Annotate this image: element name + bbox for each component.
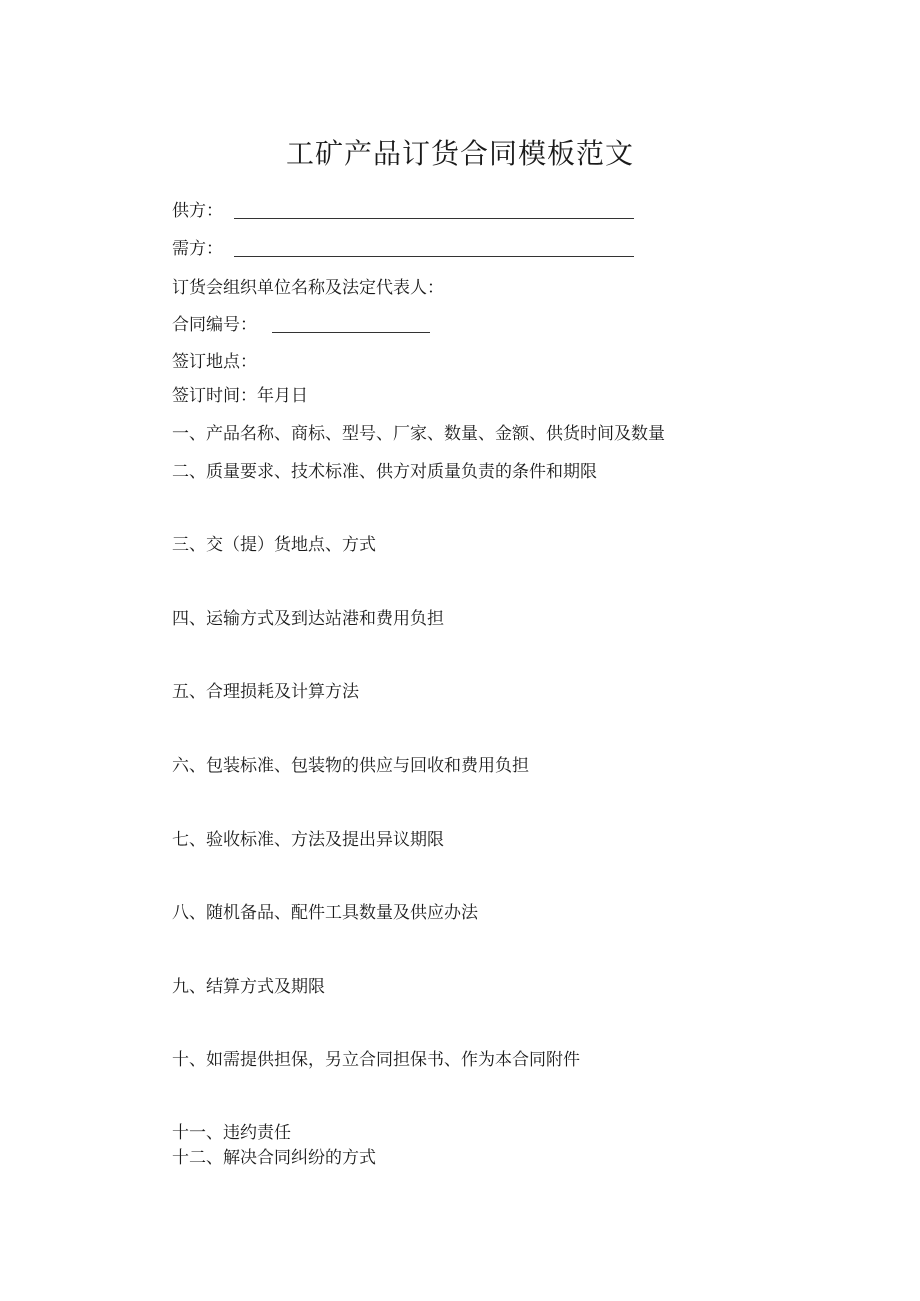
buyer-label: 需方： xyxy=(172,239,223,259)
clause-12: 十二、解决合同纠纷的方式 xyxy=(172,1148,376,1168)
contract-number-label: 合同编号： xyxy=(172,315,257,335)
document-title: 工矿产品订货合同模板范文 xyxy=(285,137,634,170)
supplier-label: 供方： xyxy=(172,201,223,221)
clause-8: 八、随机备品、配件工具数量及供应办法 xyxy=(172,903,478,923)
clause-9: 九、结算方式及期限 xyxy=(172,977,325,997)
organizer-label: 订货会组织单位名称及法定代表人： xyxy=(172,278,444,298)
clause-11: 十一、违约责任 xyxy=(172,1123,291,1143)
clause-3: 三、交（提）货地点、方式 xyxy=(172,535,376,555)
sign-time-label: 签订时间：年月日 xyxy=(172,386,308,406)
clause-10: 十、如需提供担保，另立合同担保书、作为本合同附件 xyxy=(172,1050,580,1070)
clause-6: 六、包装标准、包装物的供应与回收和费用负担 xyxy=(172,756,529,776)
contract-number-blank-line xyxy=(272,332,430,333)
clause-7: 七、验收标准、方法及提出异议期限 xyxy=(172,830,444,850)
clause-4: 四、运输方式及到达站港和费用负担 xyxy=(172,609,444,629)
clause-2: 二、质量要求、技术标准、供方对质量负责的条件和期限 xyxy=(172,462,597,482)
supplier-blank-line xyxy=(234,218,634,219)
clause-5: 五、合理损耗及计算方法 xyxy=(172,682,359,702)
sign-place-label: 签订地点： xyxy=(172,352,257,372)
buyer-blank-line xyxy=(234,256,634,257)
clause-1: 一、产品名称、商标、型号、厂家、数量、金额、供货时间及数量 xyxy=(172,424,665,444)
